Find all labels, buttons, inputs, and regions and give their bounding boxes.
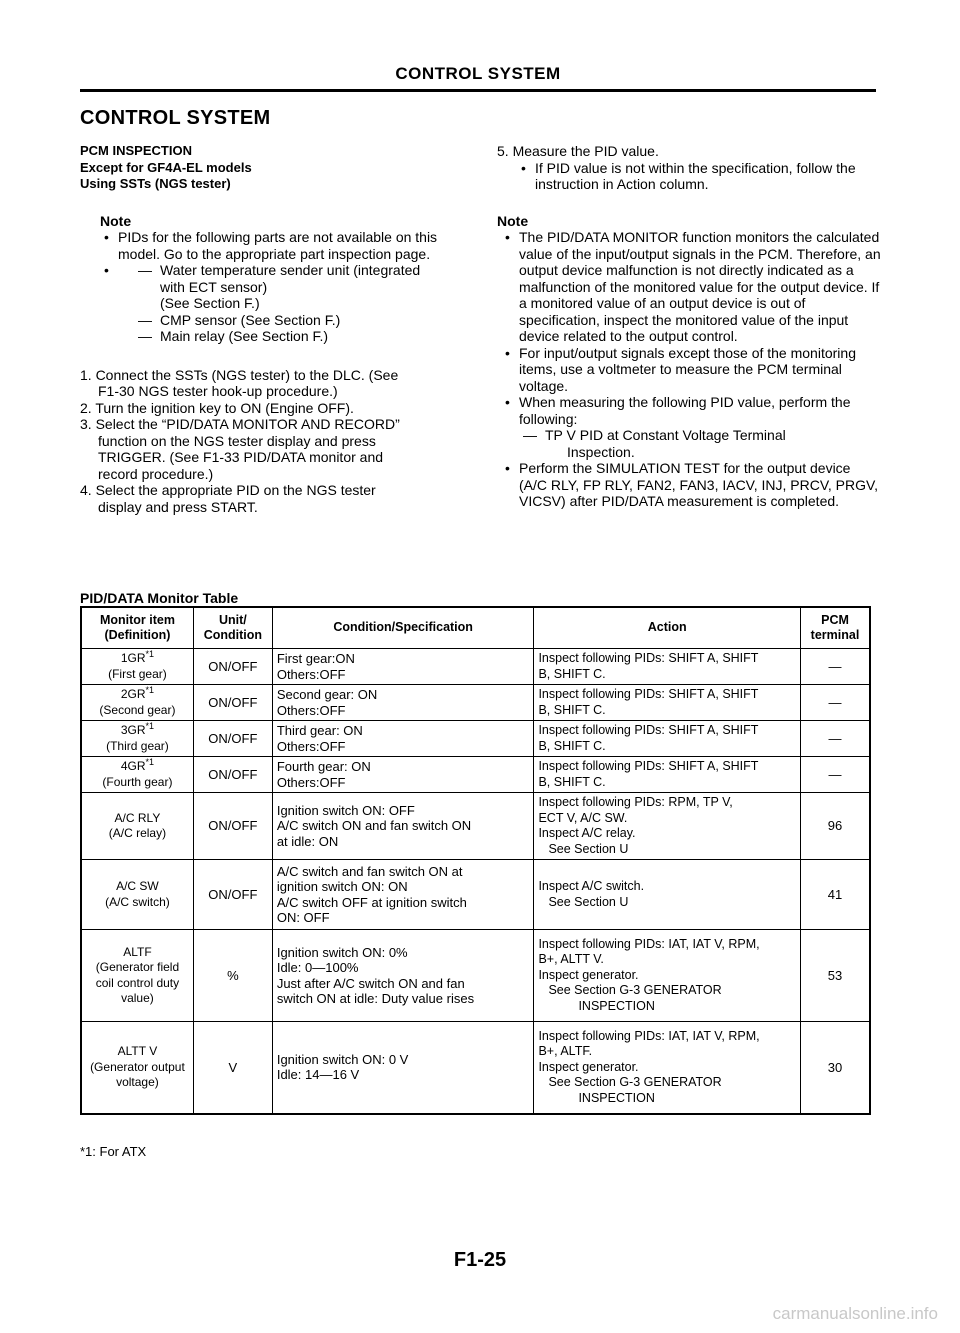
cell-unit: ON/OFF — [193, 685, 272, 721]
step-5-bullet: • If PID value is not within the specification, follow the instruction in Action column. — [517, 160, 882, 193]
cell-action — [534, 1022, 801, 1114]
action-line: B, SHIFT C. — [538, 738, 606, 753]
action-line: See Section G-3 GENERATOR — [548, 1075, 722, 1089]
header-text: Condition — [203, 628, 263, 642]
dash-item-cont: with ECT sensor) — [160, 278, 268, 295]
action-line: Inspect generator. — [538, 967, 639, 982]
action-line: INSPECTION — [578, 998, 655, 1013]
cell-action — [534, 685, 801, 721]
note-bullet-3-dash-cont: Inspection. — [567, 443, 635, 460]
subheading-pcm-inspection: PCM INSPECTION — [80, 143, 192, 158]
cell-pcm-terminal: — — [801, 757, 871, 793]
monitor-item-name: 4GR$^{*1}$ — [120, 757, 155, 773]
action-line: Inspect following PIDs: SHIFT A, SHIFT — [538, 687, 759, 701]
condition-line: Others:OFF — [276, 666, 346, 682]
condition-line: Others:OFF — [276, 738, 346, 754]
cell-unit: V — [193, 1022, 272, 1114]
table-row — [81, 793, 870, 860]
running-header: CONTROL SYSTEM — [395, 64, 561, 83]
monitor-item-name: A/C RLY — [114, 810, 161, 825]
monitor-item-definition: (Generator output voltage) — [90, 1059, 185, 1089]
cell-monitor-item — [81, 793, 193, 860]
page-number: F1-25 — [453, 1249, 507, 1271]
cell-unit: ON/OFF — [193, 860, 272, 930]
note-dash-list — [100, 262, 480, 345]
cell-action — [534, 721, 801, 757]
condition-line: Others:OFF — [276, 774, 346, 790]
condition-line: Others:OFF — [276, 702, 346, 718]
condition-line: A/C switch ON and fan switch ON — [276, 818, 472, 834]
monitor-item-definition: (Third gear) — [106, 738, 169, 753]
dash-item-water-temp — [138, 262, 480, 279]
note-bullet-4: • Perform the SIMULATION TEST for the output device (A/C RLY, FP RLY, FAN2, FAN3, IACV, INJ, PRCV, PRGV, VICSV) after PID/DATA measurement is completed. — [501, 460, 882, 510]
col-header-pcm-terminal — [801, 607, 871, 649]
table-row — [81, 721, 870, 757]
step-3-cont3: record procedure.) — [98, 465, 214, 482]
cell-condition — [272, 930, 534, 1022]
note-bullet-2: • For input/output signals except those of the monitoring items, use a voltmeter to measure the PCM terminal voltage. — [501, 345, 882, 395]
header-text: terminal — [810, 628, 860, 642]
action-line: See Section G-3 GENERATOR — [548, 983, 722, 998]
action-line: Inspect generator. — [538, 1059, 639, 1074]
cell-unit: ON/OFF — [193, 793, 272, 860]
action-line: Inspect following PIDs: IAT, IAT V, RPM, — [538, 936, 760, 951]
col-header-action: Action — [534, 607, 801, 649]
cell-monitor-item — [81, 757, 193, 793]
table-row — [81, 757, 870, 793]
subheading-models: Except for GF4A-EL models — [80, 159, 252, 175]
subheading-tester: Using SSTs (NGS tester) — [80, 176, 231, 191]
step-2: 2. Turn the ignition key to ON (Engine OFF). — [80, 399, 354, 416]
condition-line: at idle: ON — [276, 833, 339, 849]
dash-item-cmp — [138, 312, 480, 329]
table-header-row — [81, 607, 870, 649]
condition-line: Ignition switch ON: OFF — [276, 802, 415, 818]
condition-line: Second gear: ON — [276, 687, 378, 702]
note-title: Note — [100, 212, 132, 229]
dash-mark: — — [523, 427, 537, 443]
cell-condition — [272, 649, 534, 685]
monitor-item-name: 3GR$^{*1}$ — [120, 721, 155, 737]
monitor-item-definition: (A/C switch) — [105, 894, 170, 909]
monitor-item-definition: (Second gear) — [99, 702, 176, 717]
action-line: See Section U — [548, 894, 629, 909]
action-line: Inspect following PIDs: SHIFT A, SHIFT — [538, 723, 759, 737]
cell-pcm-terminal: — — [801, 721, 871, 757]
action-line: B+, ALTF. — [538, 1044, 593, 1058]
dash-mark: • — — [138, 262, 152, 278]
cell-monitor-item — [81, 1022, 193, 1114]
table-row — [81, 930, 870, 1022]
condition-line: A/C switch and fan switch ON at — [276, 863, 463, 879]
dash-item-cont2: (See Section F.) — [160, 295, 260, 311]
footnote-marker: *1 — [145, 757, 155, 767]
note-bullet: • PIDs for the following parts are not available on this model. Go to the appropriate part inspection page. — [100, 229, 480, 262]
action-line: B, SHIFT C. — [538, 702, 606, 717]
cell-condition — [272, 860, 534, 930]
cell-monitor-item — [81, 649, 193, 685]
action-line: B, SHIFT C. — [538, 774, 606, 789]
cell-condition — [272, 685, 534, 721]
table-title: PID/DATA Monitor Table — [80, 590, 239, 606]
action-line: Inspect following PIDs: SHIFT A, SHIFT — [538, 759, 759, 773]
condition-line: switch ON at idle: Duty value rises — [276, 991, 475, 1006]
condition-line: A/C switch OFF at ignition switch — [276, 894, 467, 910]
action-line: Inspect A/C switch. — [538, 879, 645, 893]
cell-monitor-item — [81, 930, 193, 1022]
step-5: 5. Measure the PID value. — [497, 143, 659, 159]
condition-line: Idle: 0—100% — [276, 960, 359, 975]
cell-pcm-terminal: 53 — [801, 930, 871, 1022]
footnote-marker: *1 — [145, 649, 155, 659]
col-header-condition: Condition/Specification — [272, 607, 534, 649]
condition-line: ON: OFF — [276, 910, 330, 925]
dash-mark: — — [138, 311, 152, 328]
dash-text: Main relay (See Section F.) — [160, 328, 329, 344]
step-3: 3. Select the “PID/DATA MONITOR AND RECORD” — [80, 416, 400, 432]
cell-condition — [272, 793, 534, 860]
table-row — [81, 860, 870, 930]
cell-condition — [272, 721, 534, 757]
cell-condition — [272, 1022, 534, 1114]
note-bullet-3: • When measuring the following PID value, perform the following: — [501, 394, 882, 427]
condition-line: Ignition switch ON: 0% — [276, 944, 408, 960]
footnote: *1: For ATX — [80, 1144, 147, 1159]
cell-monitor-item — [81, 685, 193, 721]
action-line: B+, ALTT V. — [538, 952, 604, 967]
monitor-item-name: 1GR$^{*1}$ — [120, 649, 155, 665]
left-note — [80, 213, 480, 345]
cell-action — [534, 860, 801, 930]
monitor-item-name: ALTT V — [117, 1044, 158, 1058]
table-row — [81, 685, 870, 721]
note-bullet-3-dash — [523, 427, 882, 444]
monitor-item-name: 2GR$^{*1}$ — [120, 685, 155, 701]
dash-text: CMP sensor (See Section F.) — [160, 311, 341, 328]
watermark: carmanualsonline.info — [772, 1304, 938, 1323]
cell-pcm-terminal: 96 — [801, 793, 871, 860]
monitor-item-definition: (Fourth gear) — [102, 774, 173, 789]
cell-pcm-terminal: 30 — [801, 1022, 871, 1114]
condition-line: Third gear: ON — [276, 723, 363, 738]
action-line: See Section U — [548, 841, 629, 856]
dash-item-main-relay — [138, 328, 480, 345]
dash-text: Water temperature sender unit (integrated — [160, 262, 421, 278]
footnote-marker: *1 — [145, 721, 155, 731]
step-3-cont2: TRIGGER. (See F1-33 PID/DATA monitor and — [98, 449, 384, 465]
pid-monitor-table — [80, 606, 871, 1115]
right-column — [497, 143, 882, 510]
cell-unit: ON/OFF — [193, 649, 272, 685]
cell-unit: ON/OFF — [193, 721, 272, 757]
cell-pcm-terminal: — — [801, 685, 871, 721]
cell-monitor-item — [81, 721, 193, 757]
dash-mark: — — [138, 328, 152, 344]
condition-line: ignition switch ON: ON — [276, 879, 408, 894]
table-row — [81, 649, 870, 685]
monitor-item-definition: (First gear) — [108, 666, 167, 681]
cell-action — [534, 793, 801, 860]
section-title: CONTROL SYSTEM — [80, 107, 271, 129]
header-text: Monitor item — [99, 612, 175, 627]
left-column — [80, 143, 480, 515]
table-row — [81, 1022, 870, 1114]
cell-action — [534, 930, 801, 1022]
step-1: 1. Connect the SSTs (NGS tester) to the DLC. (See — [80, 366, 399, 383]
condition-line: Ignition switch ON: 0 V — [276, 1051, 409, 1067]
table-body — [81, 649, 870, 1114]
header-rule — [80, 89, 876, 92]
procedure-steps — [80, 367, 480, 516]
header-text: PCM — [821, 612, 849, 627]
cell-action — [534, 649, 801, 685]
col-header-monitor-item — [81, 607, 193, 649]
cell-action — [534, 757, 801, 793]
note-bullet-1: • The PID/DATA MONITOR function monitors the calculated value of the input/output signals in the PCM. Therefore, an output device malfunction is not directly indicated as a malfunction of the monitored value for the output device. If a monitored value of an output device is out of specification, inspect the monitored value of the input device related to the output control. — [501, 229, 882, 345]
cell-condition — [272, 757, 534, 793]
header-text: Unit/ — [218, 612, 247, 627]
monitor-item-definition: (Generator field coil control duty value) — [95, 960, 180, 1005]
footnote-marker: *1 — [145, 685, 155, 695]
cell-unit: % — [193, 930, 272, 1022]
action-line: ECT V, A/C SW. — [538, 810, 628, 825]
cell-pcm-terminal: 41 — [801, 860, 871, 930]
right-note-title: Note — [497, 212, 529, 229]
action-line: B, SHIFT C. — [538, 666, 606, 681]
action-line: Inspect following PIDs: IAT, IAT V, RPM, — [538, 1028, 760, 1043]
step-4: 4. Select the appropriate PID on the NGS tester — [80, 482, 376, 498]
step-4-cont: display and press START. — [98, 498, 258, 515]
cell-pcm-terminal: — — [801, 649, 871, 685]
col-header-unit — [193, 607, 272, 649]
action-line: Inspect A/C relay. — [538, 826, 636, 840]
condition-line: First gear:ON — [276, 651, 355, 666]
condition-line: Idle: 14—16 V — [276, 1067, 360, 1083]
cell-unit: ON/OFF — [193, 757, 272, 793]
monitor-item-name: A/C SW — [116, 879, 159, 893]
monitor-item-name: ALTF — [123, 944, 152, 959]
action-line: INSPECTION — [578, 1090, 655, 1105]
cell-monitor-item — [81, 860, 193, 930]
step-3-cont: function on the NGS tester display and press — [98, 432, 376, 449]
condition-line: Just after A/C switch ON and fan — [276, 975, 465, 991]
step-1-cont: F1-30 NGS tester hook-up procedure.) — [98, 383, 338, 399]
condition-line: Fourth gear: ON — [276, 759, 371, 774]
action-line: Inspect following PIDs: SHIFT A, SHIFT — [538, 651, 759, 665]
header-text: (Definition) — [104, 628, 171, 642]
dash-text: TP V PID at Constant Voltage Terminal — [545, 427, 786, 443]
action-line: Inspect following PIDs: RPM, TP V, — [538, 795, 733, 809]
monitor-item-definition: (A/C relay) — [108, 826, 167, 840]
